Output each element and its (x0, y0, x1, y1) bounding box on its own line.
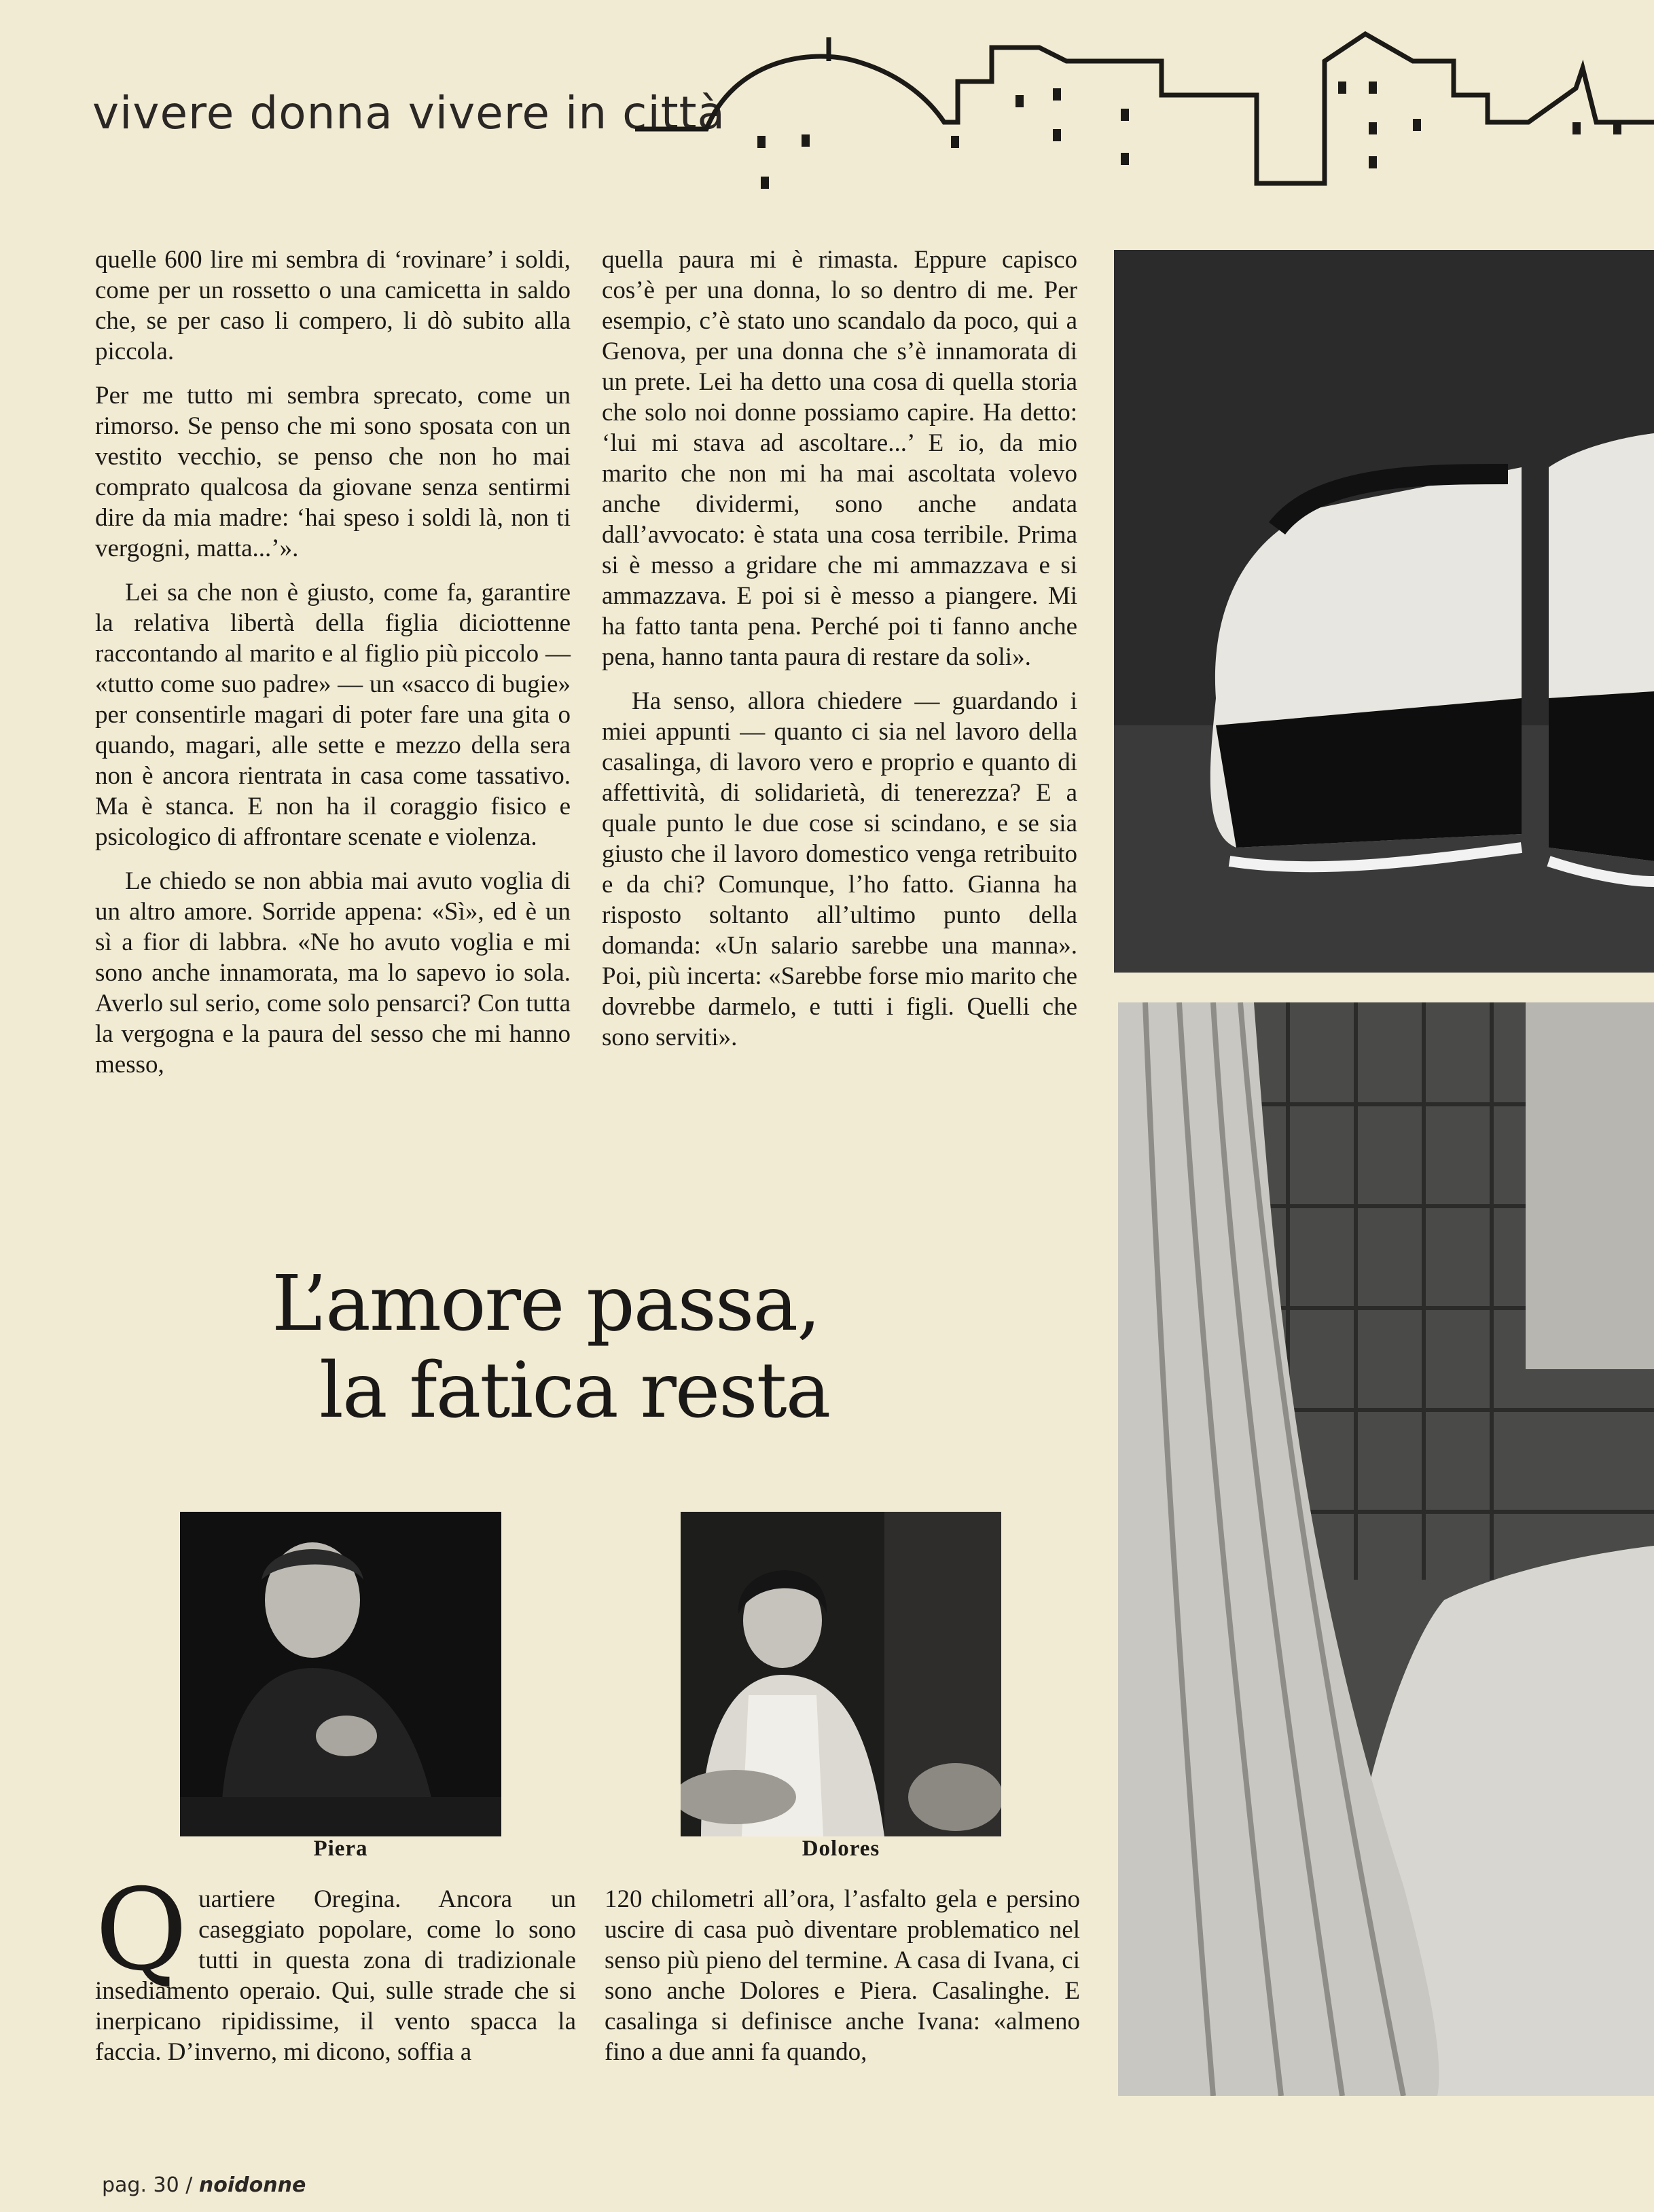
body-column-2 (602, 244, 1077, 1066)
city-skyline-illustration (632, 20, 1654, 204)
body-column-1 (95, 244, 571, 1093)
body-column-3 (95, 1865, 576, 2067)
photo-piera (180, 1512, 501, 1836)
body-column-4 (605, 1884, 1080, 2067)
photo-dolores (681, 1512, 1001, 1836)
paragraph: Le chiedo se non abbia mai avuto voglia di un altro amore. Sorride appena: «Sì», ed è un sì a fior di labbra. «Ne ho avuto voglia e mi sono anche innamorata, ma lo sapevo io sola. Averlo sul serio, come solo pensarci? Con tutta la vergogna e la paura del sesso che mi hanno messo, (95, 867, 571, 1078)
paragraph: 120 chilometri all’ora, l’asfalto gela e persino uscire di casa può diventare problematico nel senso più pieno del termine. A casa di Ivana, ci sono anche Dolores e Piera. Casalinghe. E casalinga si definisce anche Ivana: «almeno fino a due anni fa quando, (605, 1885, 1080, 2066)
headline-line-1: L’amore passa, (272, 1260, 820, 1348)
paragraph: quella paura mi è rimasta. Eppure capisco cos’è per una donna, lo so dentro di me. Per esempio, c’è stato uno scandalo da poco, qui a Genova, per una donna che s’è innamorata di un prete. Lei ha detto una cosa di quella storia che solo noi donne possiamo capire. Ha detto: ‘lui mi stava ad ascoltare...’ E io, da mio marito che non mi ha mai ascoltata volevo anche dividermi, sono anche andata dall’avvocato: è stata una cosa terribile. Prima si è messo a gridare che mi ammazzava e si ammazzava. E poi si è messo a piangere. Mi ha fatto tanta pena. Perché poi ti fanno anche pena, hanno tanta paura di restare da soli». (602, 246, 1077, 671)
photo-caption-dolores: Dolores (802, 1836, 880, 1861)
paragraph: Per me tutto mi sembra sprecato, come un rimorso. Se penso che mi sono sposata con un vestito vecchio, se penso che non ho mai comprato qualcosa da giovane senza sentirmi dire da mia madre: ‘hai speso i soldi là, non ti vergogni, matta...’». (95, 382, 571, 562)
page-number: pag. 30 / (102, 2173, 193, 2197)
photo-slippers (1114, 250, 1654, 973)
paragraph: Lei sa che non è giusto, come fa, garantire la relativa libertà della figlia diciottenne raccontando al marito e al figlio più piccolo — «tutto come suo padre» — un «sacco di bugie» per consentirle magari di poter fare una gita o quando, magari, alle sette e mezzo della sera non è ancora rientrata in casa come tassativo. Ma è stanca. E non ha il coraggio fisico e psicologico di affrontare scenate e violenza. (95, 579, 571, 851)
paragraph: Ha senso, allora chiedere — guardando i miei appunti — quanto ci sia nel lavoro della casalinga, di lavoro vero e proprio e quanto di affettività, di solidarietà, di tenerezza? E a quale punto le due cose si scindano, e se sia giusto che il lavoro domestico venga retribuito e da chi? Comunque, l’ho fatto. Gianna ha risposto soltanto all’ultimo punto della domanda: «Un salario sarebbe una manna». Poi, più incerta: «Sarebbe forse mio marito che dovrebbe darmelo, e tutti i figli. Quelli che sono serviti». (602, 687, 1077, 1051)
section-title: vivere donna vivere in città (92, 87, 725, 139)
photo-caption-piera: Piera (313, 1836, 368, 1861)
article-headline (272, 1261, 951, 1434)
article-lead: uartiere Oregina. Ancora un caseggiato popolare, come lo sono tutti in questa zona di tradizionale insediamento operaio. Qui, sulle strade che si inerpicano ripidissime, il vento spacca la faccia. D’inverno, mi dicono, soffia a (95, 1885, 576, 2066)
drop-cap: Q (95, 1865, 188, 1996)
headline-line-2: la fatica resta (319, 1347, 830, 1435)
photo-bathroom-curtain (1118, 1002, 1654, 2096)
magazine-name: noidonne (198, 2173, 306, 2197)
page-footer (102, 2173, 306, 2197)
paragraph: quelle 600 lire mi sembra di ‘rovinare’ i soldi, come per un rossetto o una camicetta in saldo che, se per caso li compero, li dò subito alla piccola. (95, 246, 571, 365)
